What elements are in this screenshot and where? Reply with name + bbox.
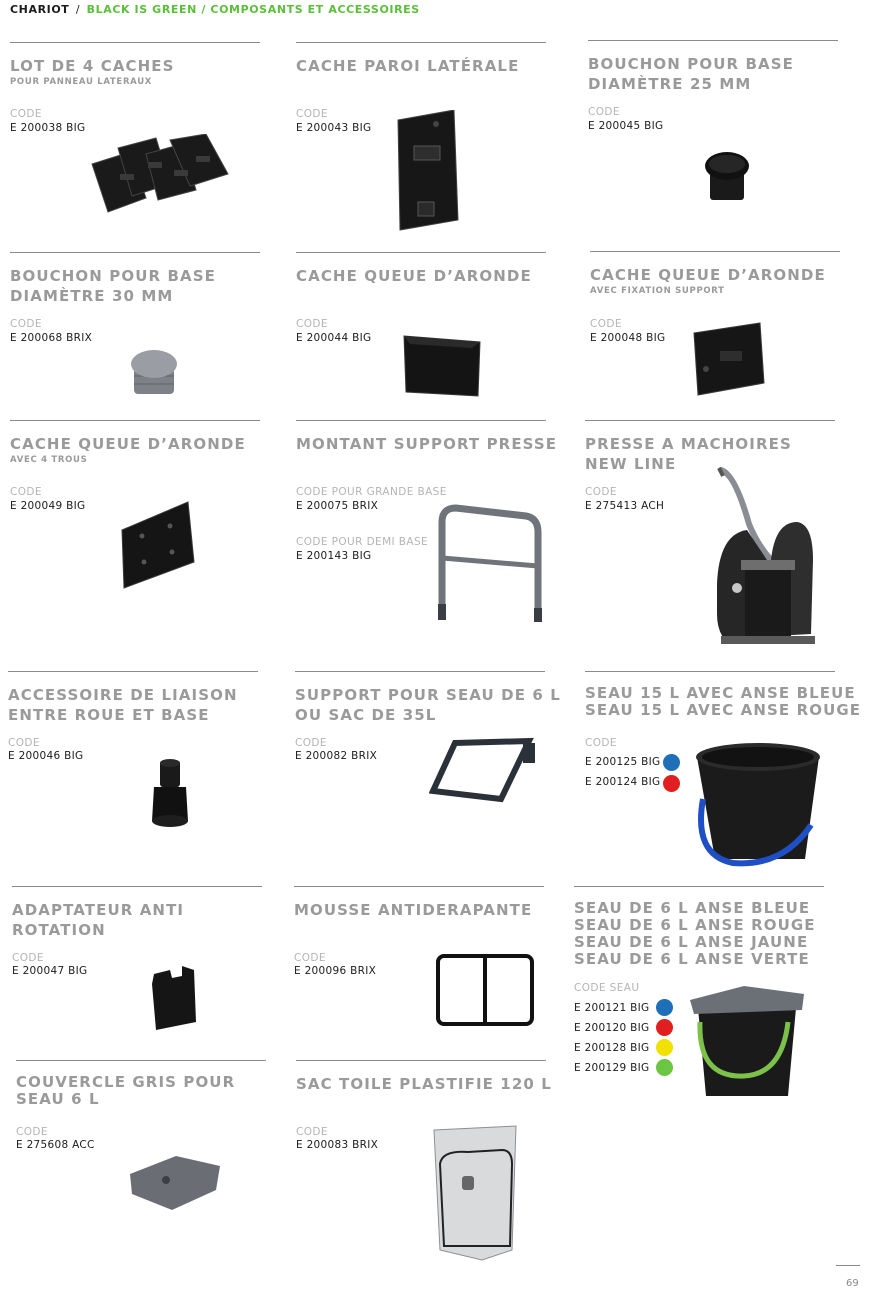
product-cell	[585, 420, 835, 512]
product-title-line2: SEAU DE 6 L ANSE ROUGE	[574, 916, 816, 934]
product-title: MOUSSE ANTIDERAPANTE	[294, 901, 533, 919]
breadcrumb-path[interactable]: BLACK IS GREEN / COMPOSANTS ET ACCESSOIRES	[86, 3, 420, 16]
page-number-rule	[836, 1265, 860, 1266]
product-code: E 200120 BIG	[574, 1022, 650, 1034]
product-title-line2: ROTATION	[12, 921, 106, 939]
code-label: CODE POUR GRANDE BASE	[296, 486, 447, 498]
press-upright-icon	[434, 500, 546, 624]
product-title: PRESSE A MACHOIRES	[585, 435, 792, 453]
code-label: CODE	[16, 1126, 48, 1138]
product-code: E 200044 BIG	[296, 332, 372, 344]
product-cell	[588, 40, 838, 132]
code-label: CODE	[585, 486, 617, 498]
side-caps-icon	[90, 134, 230, 222]
product-title: CACHE QUEUE D’ARONDE	[590, 266, 826, 284]
product-cell	[10, 252, 260, 344]
product-title: CACHE PAROI LATÉRALE	[296, 57, 520, 75]
black-plug-icon	[704, 150, 752, 204]
divider	[8, 671, 258, 672]
divider	[10, 252, 260, 253]
breadcrumb	[10, 3, 420, 16]
gray-lid-icon	[126, 1152, 224, 1212]
product-cell	[296, 252, 546, 344]
code-label: CODE	[295, 737, 327, 749]
product-code-secondary: E 200143 BIG	[296, 550, 372, 562]
product-title-line4: SEAU DE 6 L ANSE VERTE	[574, 950, 810, 968]
code-label: CODE	[10, 486, 42, 498]
product-code: E 200129 BIG	[574, 1062, 650, 1074]
anti-rotation-adapter-icon	[148, 964, 200, 1032]
divider	[296, 420, 546, 421]
code-label: CODE	[296, 318, 328, 330]
product-cell	[574, 886, 824, 1074]
product-code: E 200047 BIG	[12, 965, 88, 977]
product-title: ADAPTATEUR ANTI	[12, 901, 185, 919]
product-code: E 200046 BIG	[8, 750, 84, 762]
divider	[296, 42, 546, 43]
product-cell	[12, 886, 262, 977]
product-code: E 275608 ACC	[16, 1139, 95, 1151]
code-label: CODE	[296, 1126, 328, 1138]
gray-plug-icon	[130, 348, 180, 398]
bucket-6l-icon	[684, 982, 810, 1102]
page-number: 69	[846, 1278, 859, 1289]
product-title: SEAU 15 L AVEC ANSE BLEUE	[585, 684, 856, 702]
code-label: CODE	[12, 952, 44, 964]
divider	[590, 251, 840, 252]
divider	[296, 252, 546, 253]
product-cell	[16, 1060, 266, 1151]
code-label: CODE	[588, 106, 620, 118]
red-swatch	[663, 775, 680, 792]
code-label: CODE	[10, 108, 42, 120]
divider	[12, 886, 262, 887]
product-title: SAC TOILE PLASTIFIE 120 L	[296, 1075, 552, 1093]
code-label: CODE	[8, 737, 40, 749]
product-title: CACHE QUEUE D’ARONDE	[296, 267, 532, 285]
product-cell	[10, 420, 260, 512]
product-title-line2: NEW LINE	[585, 455, 677, 473]
divider	[585, 420, 835, 421]
dovetail-four-holes-icon	[118, 500, 198, 590]
product-title: BOUCHON POUR BASE	[10, 267, 216, 285]
divider	[10, 42, 260, 43]
divider	[294, 886, 544, 887]
product-code: E 200083 BRIX	[296, 1139, 379, 1151]
product-title-line2: SEAU 6 L	[16, 1090, 100, 1108]
product-title-line2: SEAU 15 L AVEC ANSE ROUGE	[585, 701, 862, 719]
green-swatch	[656, 1059, 673, 1076]
product-title: SEAU DE 6 L ANSE BLEUE	[574, 899, 811, 917]
product-cell	[296, 420, 558, 562]
code-label: CODE SEAU	[574, 982, 640, 994]
wheel-connector-icon	[146, 757, 194, 829]
code-label: CODE	[10, 318, 42, 330]
product-title-line2: OU SAC DE 35L	[295, 706, 437, 724]
product-subtitle: AVEC 4 TROUS	[10, 455, 88, 465]
divider	[295, 671, 545, 672]
product-cell	[585, 671, 862, 788]
code-label-secondary: CODE POUR DEMI BASE	[296, 536, 429, 548]
product-cell	[294, 886, 544, 977]
blue-swatch	[663, 754, 680, 771]
product-code: E 200128 BIG	[574, 1042, 650, 1054]
product-title: COUVERCLE GRIS POUR	[16, 1073, 236, 1091]
product-title: MONTANT SUPPORT PRESSE	[296, 435, 558, 453]
product-cell	[296, 42, 546, 134]
product-cell	[8, 671, 258, 762]
product-code: E 200082 BRIX	[295, 750, 378, 762]
wall-cover-icon	[392, 110, 464, 232]
product-code: E 200075 BRIX	[296, 500, 379, 512]
product-title-line2: DIAMÈTRE 30 MM	[10, 287, 174, 305]
product-code: E 200043 BIG	[296, 122, 372, 134]
code-label: CODE	[585, 737, 617, 749]
dovetail-cover-icon	[402, 334, 484, 400]
dovetail-cover-support-icon	[690, 321, 770, 401]
breadcrumb-section[interactable]: CHARIOT	[10, 3, 70, 16]
divider	[588, 40, 838, 41]
product-cell	[10, 42, 260, 134]
product-code: E 200068 BRIX	[10, 332, 93, 344]
canvas-bag-icon	[428, 1120, 524, 1264]
product-title-line2: ENTRE ROUE ET BASE	[8, 706, 210, 724]
product-code: E 200096 BRIX	[294, 965, 377, 977]
product-code: E 200048 BIG	[590, 332, 666, 344]
product-title-line3: SEAU DE 6 L ANSE JAUNE	[574, 933, 809, 951]
divider	[296, 1060, 546, 1061]
product-title: BOUCHON POUR BASE	[588, 55, 794, 73]
wringer-press-icon	[709, 464, 819, 650]
divider	[16, 1060, 266, 1061]
product-code: E 200125 BIG	[585, 756, 661, 768]
breadcrumb-separator: /	[75, 3, 81, 16]
divider	[585, 671, 835, 672]
product-code: E 200049 BIG	[10, 500, 86, 512]
product-title: LOT DE 4 CACHES	[10, 57, 175, 75]
code-label: CODE	[590, 318, 622, 330]
divider	[10, 420, 260, 421]
product-code: E 200124 BIG	[585, 776, 661, 788]
product-cell	[295, 671, 561, 762]
yellow-swatch	[656, 1039, 673, 1056]
code-label: CODE	[296, 108, 328, 120]
product-title: CACHE QUEUE D’ARONDE	[10, 435, 246, 453]
bucket-15l-icon	[693, 737, 827, 869]
product-title: ACCESSOIRE DE LIAISON	[8, 686, 238, 704]
code-label: CODE	[294, 952, 326, 964]
product-cell	[590, 251, 840, 344]
product-subtitle: POUR PANNEAU LATERAUX	[10, 77, 153, 87]
divider	[574, 886, 824, 887]
product-code: E 200121 BIG	[574, 1002, 650, 1014]
product-cell	[296, 1060, 552, 1151]
blue-swatch	[656, 999, 673, 1016]
product-code: E 200038 BIG	[10, 122, 86, 134]
red-swatch	[656, 1019, 673, 1036]
anti-slip-foam-icon	[434, 952, 536, 1028]
product-subtitle: AVEC FIXATION SUPPORT	[590, 286, 725, 296]
product-code: E 275413 ACH	[585, 500, 665, 512]
product-code: E 200045 BIG	[588, 120, 664, 132]
product-title-line2: DIAMÈTRE 25 MM	[588, 75, 752, 93]
bucket-support-icon	[429, 737, 541, 807]
product-title: SUPPORT POUR SEAU DE 6 L	[295, 686, 561, 704]
